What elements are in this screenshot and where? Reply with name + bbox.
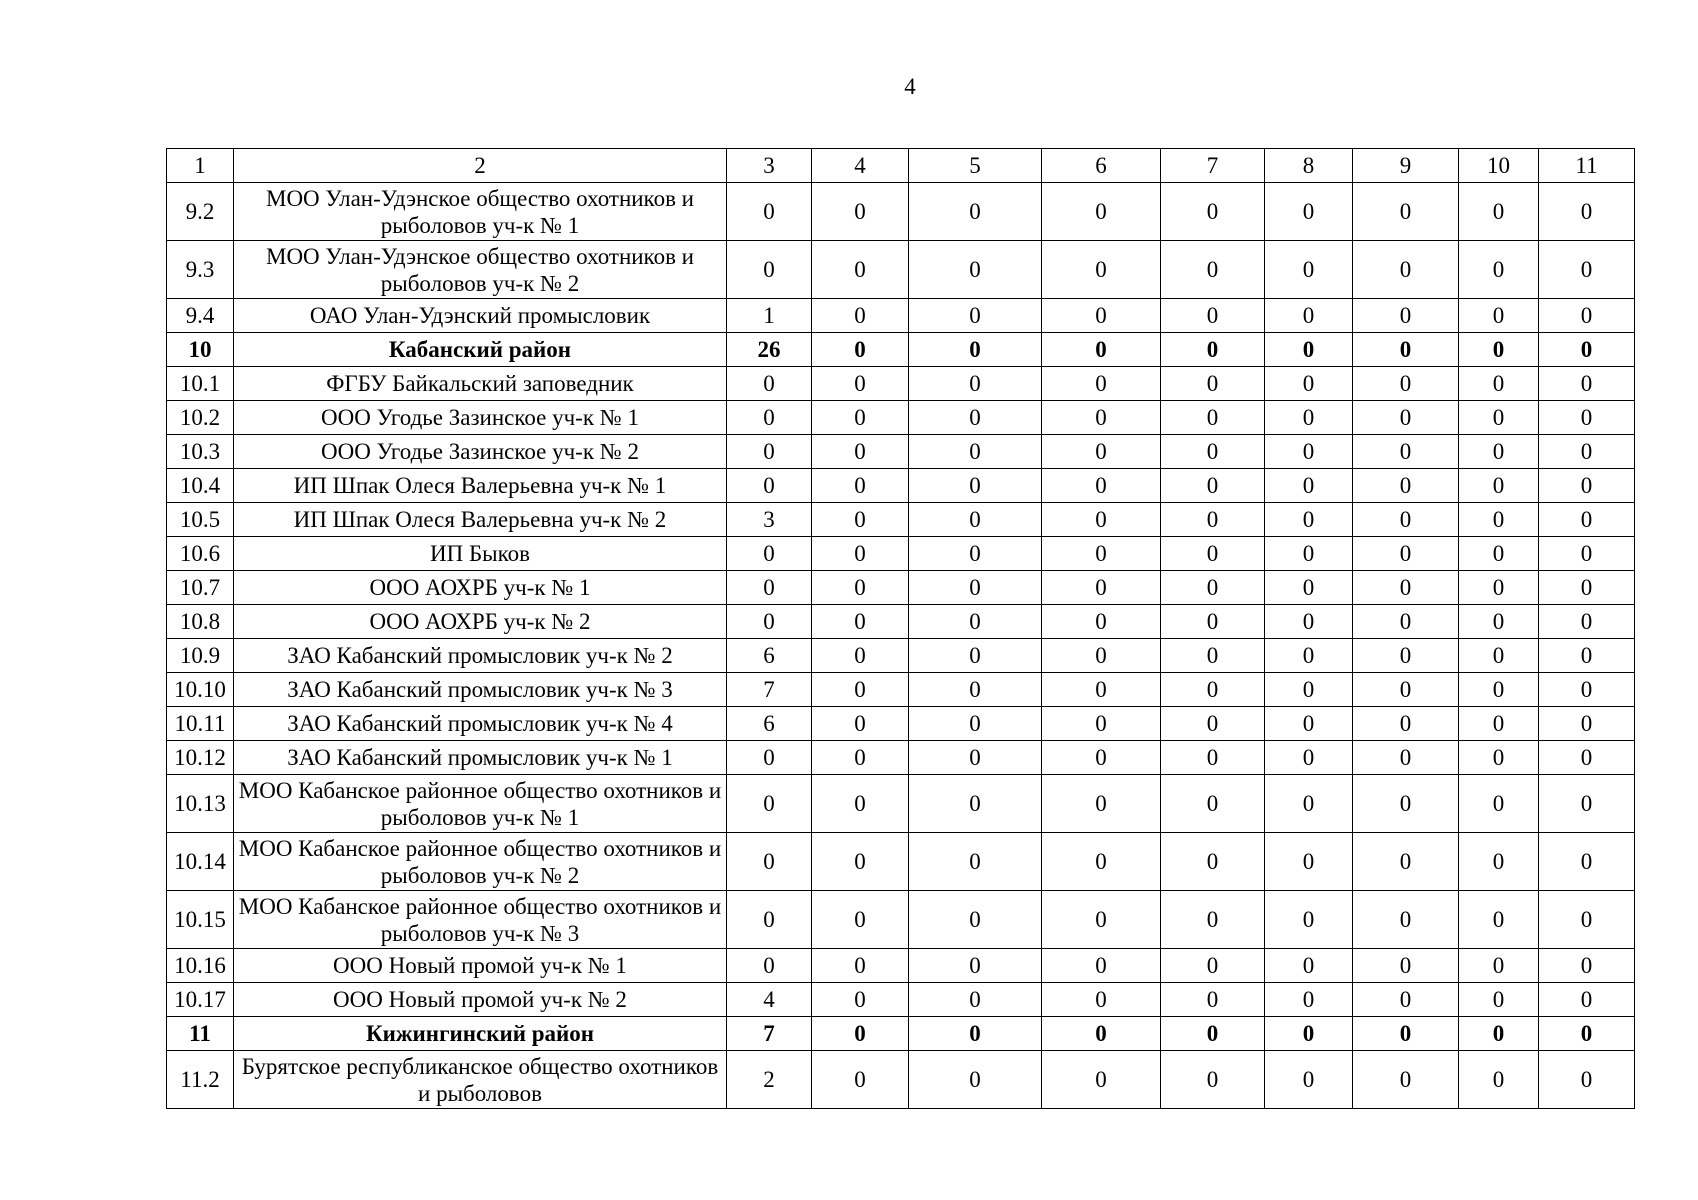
table-row: [167, 775, 1635, 833]
value-cell: 0: [1459, 537, 1539, 571]
value-cell: 0: [1161, 333, 1265, 367]
value-cell: 0: [1539, 949, 1635, 983]
value-cell: 0: [909, 741, 1042, 775]
value-cell: 0: [1539, 401, 1635, 435]
organization-name-cell: Бурятское республиканское общество охотников и рыболовов: [234, 1051, 727, 1109]
value-cell: 0: [727, 241, 812, 299]
table-row: [167, 983, 1635, 1017]
value-cell: 0: [1265, 949, 1353, 983]
value-cell: 26: [727, 333, 812, 367]
value-cell: 0: [1353, 673, 1459, 707]
value-cell: 0: [909, 241, 1042, 299]
table-row: [167, 833, 1635, 891]
value-cell: 0: [1265, 367, 1353, 401]
organization-name-cell: МОО Улан-Удэнское общество охотников и рыболовов уч-к № 2: [234, 241, 727, 299]
value-cell: 0: [1042, 833, 1161, 891]
value-cell: 0: [1042, 639, 1161, 673]
header-cell: 9: [1353, 149, 1459, 183]
value-cell: 0: [1353, 1051, 1459, 1109]
value-cell: 0: [812, 639, 909, 673]
value-cell: 0: [727, 605, 812, 639]
row-number-cell: 11.2: [167, 1051, 234, 1109]
organization-name-cell: ИП Быков: [234, 537, 727, 571]
value-cell: 0: [1353, 949, 1459, 983]
table-row: [167, 401, 1635, 435]
organization-name-cell: ООО Угодье Зазинское уч-к № 1: [234, 401, 727, 435]
row-number-cell: 10.17: [167, 983, 234, 1017]
value-cell: 0: [1265, 435, 1353, 469]
value-cell: 0: [1265, 741, 1353, 775]
row-number-cell: 10: [167, 333, 234, 367]
value-cell: 0: [1265, 183, 1353, 241]
value-cell: 0: [1265, 639, 1353, 673]
value-cell: 0: [1265, 571, 1353, 605]
table-row: [167, 673, 1635, 707]
value-cell: 0: [1042, 469, 1161, 503]
value-cell: 0: [909, 983, 1042, 1017]
value-cell: 0: [909, 949, 1042, 983]
value-cell: 0: [1042, 435, 1161, 469]
row-number-cell: 10.8: [167, 605, 234, 639]
table-row: [167, 241, 1635, 299]
value-cell: 0: [727, 537, 812, 571]
value-cell: 0: [1265, 241, 1353, 299]
value-cell: 0: [909, 299, 1042, 333]
value-cell: 0: [1459, 741, 1539, 775]
row-number-cell: 10.16: [167, 949, 234, 983]
value-cell: 0: [812, 469, 909, 503]
value-cell: 0: [1042, 949, 1161, 983]
row-number-cell: 10.6: [167, 537, 234, 571]
table-row: [167, 1017, 1635, 1051]
value-cell: 0: [909, 1017, 1042, 1051]
table-row: [167, 949, 1635, 983]
value-cell: 0: [1265, 707, 1353, 741]
value-cell: 0: [1459, 299, 1539, 333]
value-cell: 0: [1161, 571, 1265, 605]
value-cell: 0: [1161, 983, 1265, 1017]
value-cell: 0: [1265, 983, 1353, 1017]
value-cell: 0: [812, 983, 909, 1017]
value-cell: 0: [1459, 571, 1539, 605]
row-number-cell: 10.5: [167, 503, 234, 537]
header-cell: 1: [167, 149, 234, 183]
value-cell: 4: [727, 983, 812, 1017]
value-cell: 0: [1353, 707, 1459, 741]
value-cell: 0: [1539, 741, 1635, 775]
row-number-cell: 10.14: [167, 833, 234, 891]
value-cell: 0: [812, 775, 909, 833]
value-cell: 0: [1353, 469, 1459, 503]
value-cell: 0: [1042, 241, 1161, 299]
value-cell: 0: [1042, 401, 1161, 435]
table-row: [167, 299, 1635, 333]
value-cell: 0: [812, 367, 909, 401]
value-cell: 0: [727, 741, 812, 775]
value-cell: 0: [812, 401, 909, 435]
value-cell: 0: [1539, 503, 1635, 537]
value-cell: 0: [909, 775, 1042, 833]
value-cell: 0: [812, 435, 909, 469]
value-cell: 0: [1353, 775, 1459, 833]
value-cell: 0: [812, 333, 909, 367]
value-cell: 0: [1265, 333, 1353, 367]
value-cell: 0: [1265, 833, 1353, 891]
table-row: [167, 741, 1635, 775]
value-cell: 0: [909, 503, 1042, 537]
value-cell: 0: [1459, 367, 1539, 401]
organization-name-cell: МОО Кабанское районное общество охотников и рыболовов уч-к № 2: [234, 833, 727, 891]
value-cell: 0: [1353, 833, 1459, 891]
value-cell: 0: [909, 891, 1042, 949]
organization-name-cell: Кижингинский район: [234, 1017, 727, 1051]
value-cell: 0: [812, 571, 909, 605]
value-cell: 0: [1539, 367, 1635, 401]
value-cell: 0: [909, 571, 1042, 605]
value-cell: 0: [1459, 183, 1539, 241]
value-cell: 0: [1161, 741, 1265, 775]
value-cell: 0: [812, 707, 909, 741]
value-cell: 0: [1539, 639, 1635, 673]
table-row: [167, 367, 1635, 401]
value-cell: 0: [1161, 775, 1265, 833]
value-cell: 0: [1042, 537, 1161, 571]
value-cell: 0: [1265, 673, 1353, 707]
value-cell: 0: [909, 401, 1042, 435]
value-cell: 0: [1161, 503, 1265, 537]
value-cell: 0: [1353, 1017, 1459, 1051]
table-row: [167, 707, 1635, 741]
value-cell: 0: [1161, 435, 1265, 469]
value-cell: 0: [1161, 401, 1265, 435]
value-cell: 0: [909, 639, 1042, 673]
value-cell: 0: [909, 435, 1042, 469]
value-cell: 0: [1265, 605, 1353, 639]
value-cell: 0: [1353, 891, 1459, 949]
value-cell: 0: [1459, 833, 1539, 891]
value-cell: 0: [1353, 639, 1459, 673]
value-cell: 0: [1459, 1017, 1539, 1051]
value-cell: 0: [812, 891, 909, 949]
value-cell: 1: [727, 299, 812, 333]
value-cell: 0: [1265, 469, 1353, 503]
row-number-cell: 10.11: [167, 707, 234, 741]
value-cell: 0: [1161, 605, 1265, 639]
table-row: [167, 537, 1635, 571]
value-cell: 0: [1353, 983, 1459, 1017]
value-cell: 0: [1459, 401, 1539, 435]
value-cell: 0: [1353, 333, 1459, 367]
value-cell: 0: [1353, 401, 1459, 435]
header-cell: 5: [909, 149, 1042, 183]
value-cell: 0: [727, 469, 812, 503]
value-cell: 0: [1539, 833, 1635, 891]
organization-name-cell: МОО Кабанское районное общество охотников и рыболовов уч-к № 1: [234, 775, 727, 833]
value-cell: 0: [1459, 707, 1539, 741]
row-number-cell: 9.3: [167, 241, 234, 299]
value-cell: 0: [1539, 707, 1635, 741]
table-row: [167, 183, 1635, 241]
value-cell: 0: [909, 707, 1042, 741]
value-cell: 0: [1042, 503, 1161, 537]
value-cell: 0: [727, 401, 812, 435]
value-cell: 0: [727, 949, 812, 983]
organization-name-cell: ООО АОХРБ уч-к № 2: [234, 605, 727, 639]
value-cell: 0: [1265, 401, 1353, 435]
value-cell: 0: [727, 367, 812, 401]
value-cell: 0: [1459, 469, 1539, 503]
value-cell: 0: [1459, 983, 1539, 1017]
value-cell: 0: [1459, 1051, 1539, 1109]
value-cell: 0: [812, 673, 909, 707]
organization-name-cell: ООО Новый промой уч-к № 1: [234, 949, 727, 983]
value-cell: 0: [727, 435, 812, 469]
value-cell: 0: [1042, 183, 1161, 241]
value-cell: 0: [1161, 469, 1265, 503]
value-cell: 0: [1042, 605, 1161, 639]
value-cell: 0: [1042, 707, 1161, 741]
value-cell: 0: [812, 537, 909, 571]
organization-name-cell: ОАО Улан-Удэнский промысловик: [234, 299, 727, 333]
row-number-cell: 9.2: [167, 183, 234, 241]
value-cell: 0: [1042, 299, 1161, 333]
value-cell: 0: [909, 673, 1042, 707]
row-number-cell: 10.15: [167, 891, 234, 949]
value-cell: 0: [1042, 775, 1161, 833]
table-row: [167, 639, 1635, 673]
row-number-cell: 9.4: [167, 299, 234, 333]
header-cell: 8: [1265, 149, 1353, 183]
value-cell: 0: [812, 241, 909, 299]
organization-name-cell: Кабанский район: [234, 333, 727, 367]
value-cell: 0: [1042, 1017, 1161, 1051]
value-cell: 0: [1539, 299, 1635, 333]
row-number-cell: 10.10: [167, 673, 234, 707]
value-cell: 3: [727, 503, 812, 537]
value-cell: 0: [1459, 639, 1539, 673]
value-cell: 0: [727, 183, 812, 241]
organization-name-cell: ООО Новый промой уч-к № 2: [234, 983, 727, 1017]
value-cell: 0: [1353, 367, 1459, 401]
value-cell: 0: [1161, 183, 1265, 241]
value-cell: 0: [1459, 241, 1539, 299]
value-cell: 0: [1539, 333, 1635, 367]
value-cell: 0: [727, 775, 812, 833]
value-cell: 0: [909, 367, 1042, 401]
value-cell: 0: [1539, 537, 1635, 571]
value-cell: 0: [1459, 333, 1539, 367]
value-cell: 0: [1042, 983, 1161, 1017]
row-number-cell: 10.13: [167, 775, 234, 833]
table-row: [167, 571, 1635, 605]
value-cell: 0: [727, 571, 812, 605]
organization-name-cell: МОО Улан-Удэнское общество охотников и рыболовов уч-к № 1: [234, 183, 727, 241]
header-cell: 2: [234, 149, 727, 183]
organization-name-cell: ЗАО Кабанский промысловик уч-к № 2: [234, 639, 727, 673]
value-cell: 0: [1459, 605, 1539, 639]
organization-name-cell: МОО Кабанское районное общество охотников и рыболовов уч-к № 3: [234, 891, 727, 949]
value-cell: 0: [1353, 605, 1459, 639]
value-cell: 0: [1161, 707, 1265, 741]
value-cell: 0: [1539, 673, 1635, 707]
row-number-cell: 10.3: [167, 435, 234, 469]
value-cell: 0: [1353, 299, 1459, 333]
value-cell: 0: [1042, 1051, 1161, 1109]
value-cell: 0: [1539, 1017, 1635, 1051]
value-cell: 0: [1459, 503, 1539, 537]
value-cell: 0: [1265, 503, 1353, 537]
value-cell: 0: [1161, 1051, 1265, 1109]
value-cell: 0: [1161, 891, 1265, 949]
value-cell: 0: [1265, 537, 1353, 571]
table-row: [167, 435, 1635, 469]
row-number-cell: 10.7: [167, 571, 234, 605]
value-cell: 0: [1161, 241, 1265, 299]
value-cell: 0: [1459, 435, 1539, 469]
value-cell: 0: [1539, 983, 1635, 1017]
value-cell: 0: [1459, 673, 1539, 707]
table-row: [167, 503, 1635, 537]
value-cell: 0: [909, 537, 1042, 571]
organization-name-cell: ЗАО Кабанский промысловик уч-к № 1: [234, 741, 727, 775]
page-number: 4: [904, 74, 916, 99]
value-cell: 0: [1042, 891, 1161, 949]
row-number-cell: 10.1: [167, 367, 234, 401]
value-cell: 0: [1265, 1051, 1353, 1109]
value-cell: 0: [1353, 571, 1459, 605]
row-number-cell: 10.2: [167, 401, 234, 435]
value-cell: 0: [1265, 1017, 1353, 1051]
value-cell: 0: [1161, 833, 1265, 891]
value-cell: 0: [909, 183, 1042, 241]
value-cell: 0: [1539, 435, 1635, 469]
value-cell: 0: [1353, 241, 1459, 299]
header-cell: 11: [1539, 149, 1635, 183]
value-cell: 0: [1161, 299, 1265, 333]
header-cell: 7: [1161, 149, 1265, 183]
organization-name-cell: ООО АОХРБ уч-к № 1: [234, 571, 727, 605]
table-row: [167, 469, 1635, 503]
value-cell: 7: [727, 673, 812, 707]
value-cell: 0: [1265, 299, 1353, 333]
value-cell: 0: [1042, 367, 1161, 401]
value-cell: 0: [727, 891, 812, 949]
value-cell: 0: [1353, 503, 1459, 537]
value-cell: 0: [909, 605, 1042, 639]
value-cell: 0: [1539, 605, 1635, 639]
row-number-cell: 10.4: [167, 469, 234, 503]
organization-name-cell: ЗАО Кабанский промысловик уч-к № 4: [234, 707, 727, 741]
table-header-row: [167, 149, 1635, 183]
value-cell: 0: [1042, 333, 1161, 367]
value-cell: 0: [1353, 537, 1459, 571]
value-cell: 0: [1539, 1051, 1635, 1109]
organization-name-cell: ИП Шпак Олеся Валерьевна уч-к № 2: [234, 503, 727, 537]
value-cell: 0: [812, 605, 909, 639]
value-cell: 7: [727, 1017, 812, 1051]
table-row: [167, 1051, 1635, 1109]
value-cell: 0: [1539, 183, 1635, 241]
header-cell: 4: [812, 149, 909, 183]
value-cell: 0: [1161, 1017, 1265, 1051]
value-cell: 6: [727, 707, 812, 741]
value-cell: 6: [727, 639, 812, 673]
value-cell: 0: [909, 469, 1042, 503]
organization-name-cell: ФГБУ Байкальский заповедник: [234, 367, 727, 401]
table-row: [167, 605, 1635, 639]
value-cell: 0: [1459, 775, 1539, 833]
value-cell: 0: [1459, 949, 1539, 983]
row-number-cell: 10.9: [167, 639, 234, 673]
value-cell: 0: [812, 183, 909, 241]
value-cell: 0: [1539, 891, 1635, 949]
value-cell: 0: [1161, 949, 1265, 983]
value-cell: 0: [909, 333, 1042, 367]
value-cell: 0: [812, 299, 909, 333]
value-cell: 0: [1042, 741, 1161, 775]
header-cell: 6: [1042, 149, 1161, 183]
organization-name-cell: ЗАО Кабанский промысловик уч-к № 3: [234, 673, 727, 707]
value-cell: 0: [812, 1017, 909, 1051]
header-cell: 3: [727, 149, 812, 183]
value-cell: 0: [1539, 241, 1635, 299]
value-cell: 0: [1265, 891, 1353, 949]
value-cell: 0: [909, 1051, 1042, 1109]
row-number-cell: 11: [167, 1017, 234, 1051]
table-body: [167, 149, 1635, 1109]
value-cell: 2: [727, 1051, 812, 1109]
value-cell: 0: [812, 833, 909, 891]
value-cell: 0: [1353, 435, 1459, 469]
organization-name-cell: ООО Угодье Зазинское уч-к № 2: [234, 435, 727, 469]
value-cell: 0: [812, 949, 909, 983]
value-cell: 0: [1161, 639, 1265, 673]
value-cell: 0: [1042, 571, 1161, 605]
value-cell: 0: [1539, 571, 1635, 605]
value-cell: 0: [727, 833, 812, 891]
header-cell: 10: [1459, 149, 1539, 183]
value-cell: 0: [1265, 775, 1353, 833]
value-cell: 0: [812, 503, 909, 537]
value-cell: 0: [812, 1051, 909, 1109]
value-cell: 0: [909, 833, 1042, 891]
value-cell: 0: [1539, 469, 1635, 503]
organization-name-cell: ИП Шпак Олеся Валерьевна уч-к № 1: [234, 469, 727, 503]
data-table: [166, 148, 1635, 1109]
value-cell: 0: [1459, 891, 1539, 949]
value-cell: 0: [1161, 367, 1265, 401]
value-cell: 0: [1353, 183, 1459, 241]
value-cell: 0: [1042, 673, 1161, 707]
table-row: [167, 891, 1635, 949]
value-cell: 0: [1539, 775, 1635, 833]
value-cell: 0: [1161, 537, 1265, 571]
value-cell: 0: [812, 741, 909, 775]
table-row: [167, 333, 1635, 367]
row-number-cell: 10.12: [167, 741, 234, 775]
value-cell: 0: [1353, 741, 1459, 775]
value-cell: 0: [1161, 673, 1265, 707]
